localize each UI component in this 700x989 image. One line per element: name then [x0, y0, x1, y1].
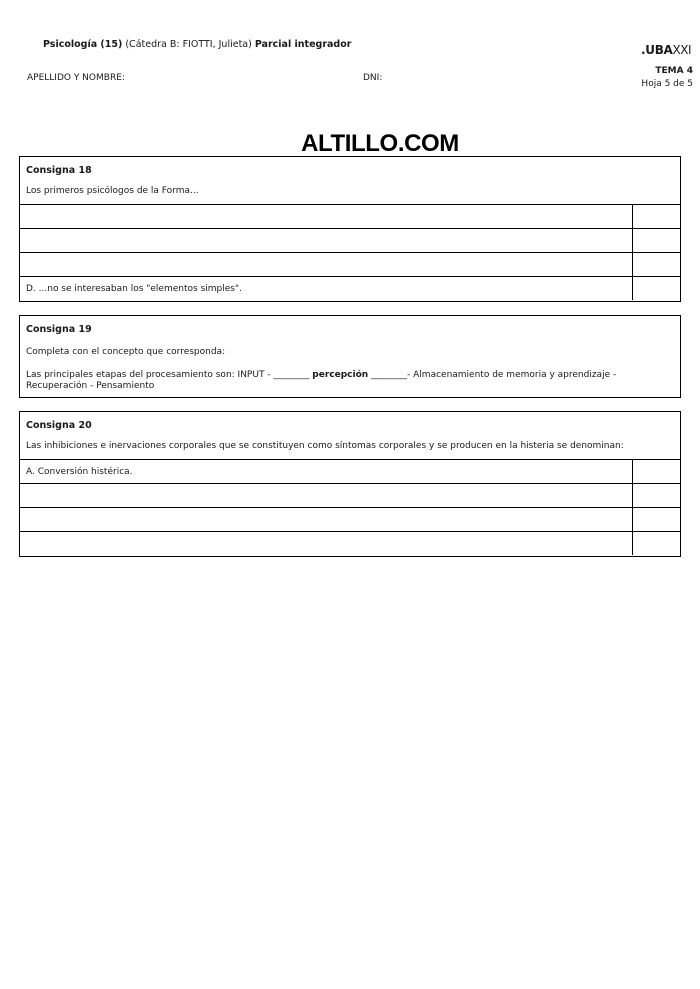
fill-in-sentence[interactable] — [20, 364, 680, 392]
answer-checkbox[interactable] — [632, 205, 680, 228]
answer-checkbox[interactable] — [632, 508, 680, 531]
page-counter: Hoja 5 de 5 — [641, 79, 693, 89]
answer-option[interactable] — [20, 507, 680, 531]
answer-checkbox[interactable] — [632, 532, 680, 555]
answer-checkbox[interactable] — [632, 229, 680, 252]
question-prompt: Las inhibiciones e inervaciones corporales que se constituyen como síntomas corporales y se producen en la histeria se denominan: — [26, 441, 624, 451]
question-prompt: Completa con el concepto que corresponda: — [26, 347, 226, 357]
exam-type: Parcial integrador — [254, 39, 352, 50]
question-20 — [19, 411, 681, 557]
answer-checkbox[interactable] — [632, 277, 680, 300]
watermark: ALTILLO.COM — [301, 130, 459, 157]
answer-option[interactable] — [20, 252, 680, 276]
logo-sub: XXI — [672, 43, 692, 57]
course-name: Psicología (15) — [43, 39, 123, 50]
question-18 — [19, 156, 681, 302]
question-title: Consigna 18 — [26, 165, 92, 176]
option-text: A. Conversión histérica. — [26, 467, 133, 477]
option-text: D. ...no se interesaban los "elementos simples". — [26, 284, 242, 294]
uba-xxi-logo — [641, 43, 691, 57]
name-label: APELLIDO Y NOMBRE: — [27, 73, 125, 83]
answer-word: percepción — [312, 370, 369, 380]
answer-option[interactable] — [20, 204, 680, 228]
tema-label: TEMA 4 — [655, 66, 693, 76]
question-title: Consigna 19 — [26, 324, 92, 335]
answer-option[interactable] — [20, 483, 680, 507]
dni-label: DNI: — [363, 73, 383, 83]
answer-checkbox[interactable] — [632, 253, 680, 276]
answer-option[interactable] — [20, 459, 680, 483]
answer-checkbox[interactable] — [632, 460, 680, 483]
logo-main: .UBA — [641, 43, 673, 57]
question-prompt: Los primeros psicólogos de la Forma... — [26, 186, 199, 196]
question-title: Consigna 20 — [26, 420, 92, 431]
answer-option[interactable] — [20, 228, 680, 252]
answer-option[interactable] — [20, 276, 680, 300]
course-title — [43, 39, 351, 50]
question-19 — [19, 315, 681, 398]
course-chair: (Cátedra B: FIOTTI, Julieta) — [122, 39, 255, 50]
answer-option[interactable] — [20, 531, 680, 555]
sentence-start: Las principales etapas del procesamiento son: INPUT - ________ — [26, 370, 313, 380]
sentence-end: ________- Almacenamiento de memoria y aprendizaje - Recuperación - Pensamiento — [26, 370, 617, 391]
answer-checkbox[interactable] — [632, 484, 680, 507]
